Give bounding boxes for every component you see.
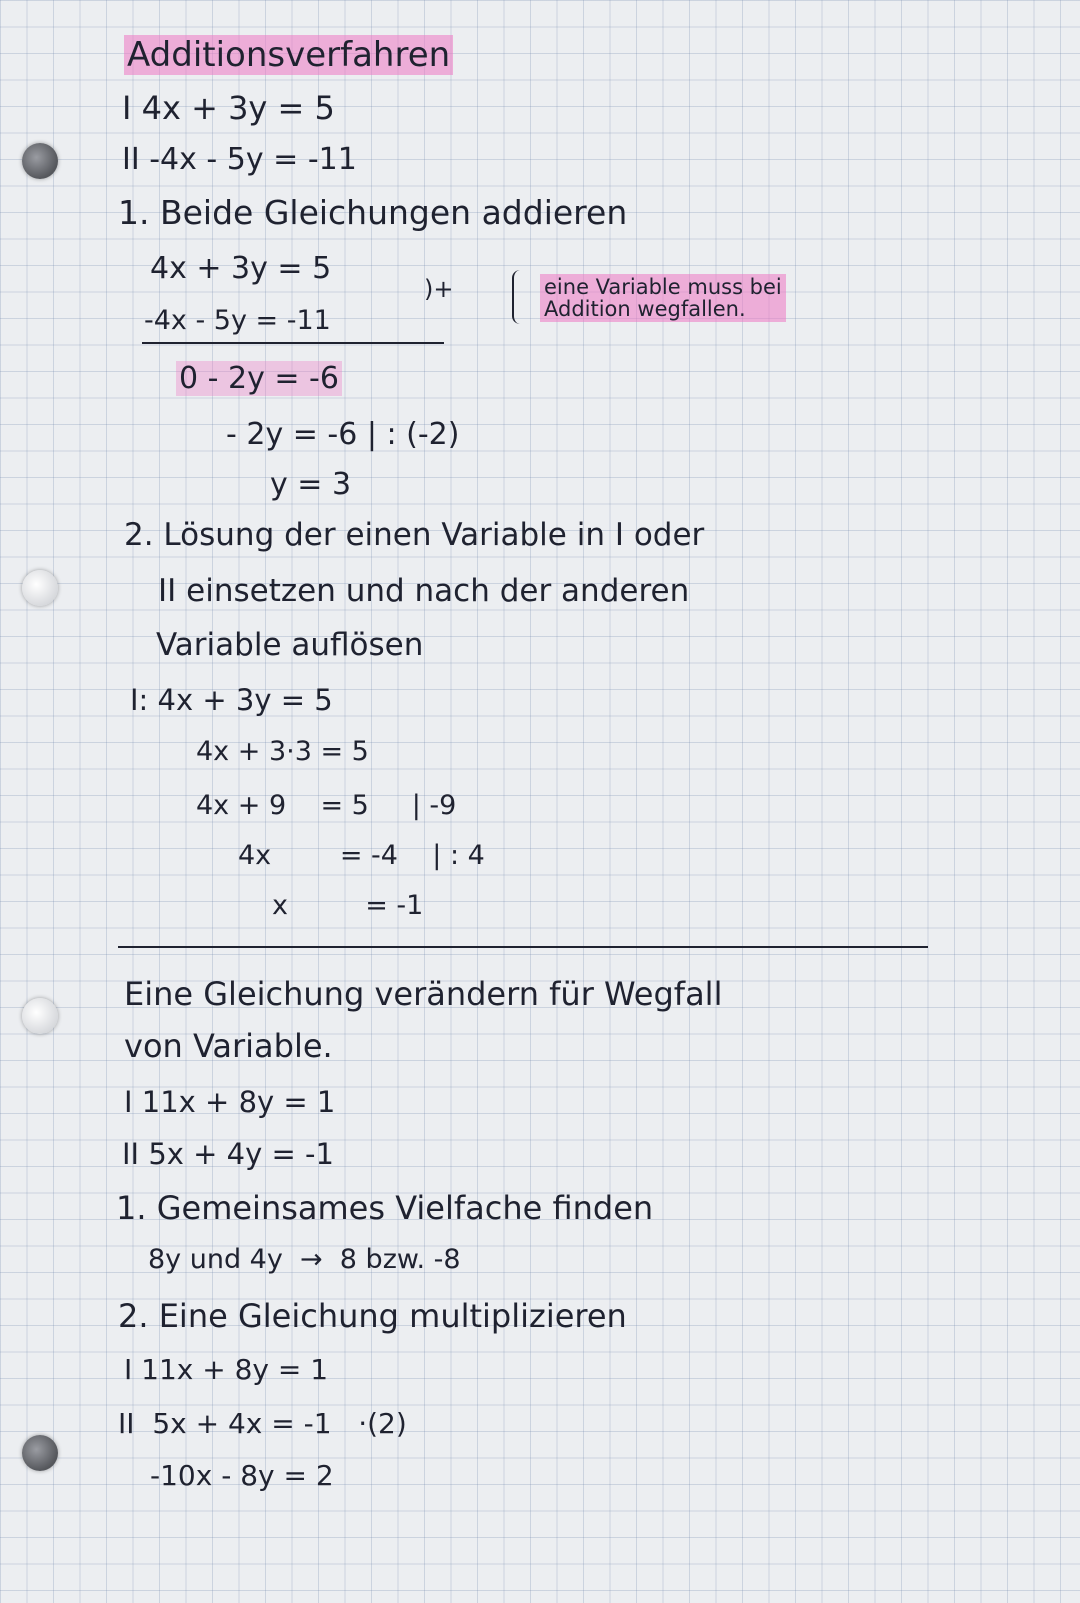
section-2-heading-line-2: von Variable. xyxy=(124,1027,333,1065)
sum-rule xyxy=(142,342,444,344)
punch-hole-3 xyxy=(22,998,58,1034)
equation-ii-2: II 5x + 4y = -1 xyxy=(122,1137,334,1171)
section-2-step-1-detail: 8y und 4y → 8 bzw. -8 xyxy=(148,1244,461,1275)
equation-ii: II -4x - 5y = -11 xyxy=(122,142,357,177)
variable-note xyxy=(540,274,786,322)
note-line-2: Addition wegfallen. xyxy=(544,297,746,321)
step-2-line-2: II einsetzen und nach der anderen xyxy=(158,573,690,609)
sub-line-3: 4x + 9 = 5 | -9 xyxy=(196,790,457,821)
equation-i-2: I 11x + 8y = 1 xyxy=(124,1085,336,1119)
punch-hole-2 xyxy=(22,570,58,606)
multiplied-eq-3: -10x - 8y = 2 xyxy=(150,1459,334,1492)
sub-line-1: I: 4x + 3y = 5 xyxy=(130,683,333,717)
section-2-step-1: 1. Gemeinsames Vielfache finden xyxy=(116,1189,654,1227)
punch-hole-1 xyxy=(22,143,58,179)
equation-i: I 4x + 3y = 5 xyxy=(122,89,335,127)
calc-line-2: -4x - 5y = -11 xyxy=(144,305,331,336)
punch-hole-4 xyxy=(22,1435,58,1471)
page-title: Additionsverfahren xyxy=(124,38,453,72)
calc-line-5: y = 3 xyxy=(270,467,352,502)
calc-line-4: - 2y = -6 | : (-2) xyxy=(226,417,460,452)
section-divider xyxy=(118,946,928,948)
sub-line-4: 4x = -4 | : 4 xyxy=(238,840,485,871)
calc-line-3: 0 - 2y = -6 xyxy=(176,364,342,394)
brace xyxy=(512,270,524,324)
sub-line-2: 4x + 3·3 = 5 xyxy=(196,736,369,767)
section-2-heading-line-1: Eine Gleichung verändern für Wegfall xyxy=(124,975,723,1013)
calc-line-1: 4x + 3y = 5 xyxy=(150,251,332,286)
multiplied-eq-1: I 11x + 8y = 1 xyxy=(124,1353,329,1386)
calc-plus: )+ xyxy=(424,275,454,303)
multiplied-eq-2: II 5x + 4x = -1 ·(2) xyxy=(118,1407,407,1440)
sub-line-5: x = -1 xyxy=(272,890,424,921)
step-2-line-3: Variable auflösen xyxy=(156,627,424,663)
step-1-heading: 1. Beide Gleichungen addieren xyxy=(118,193,628,232)
step-2-line-1: 2. Lösung der einen Variable in I oder xyxy=(124,517,705,553)
section-2-step-2: 2. Eine Gleichung multiplizieren xyxy=(118,1297,627,1335)
note-line-1: eine Variable muss bei xyxy=(544,275,782,299)
